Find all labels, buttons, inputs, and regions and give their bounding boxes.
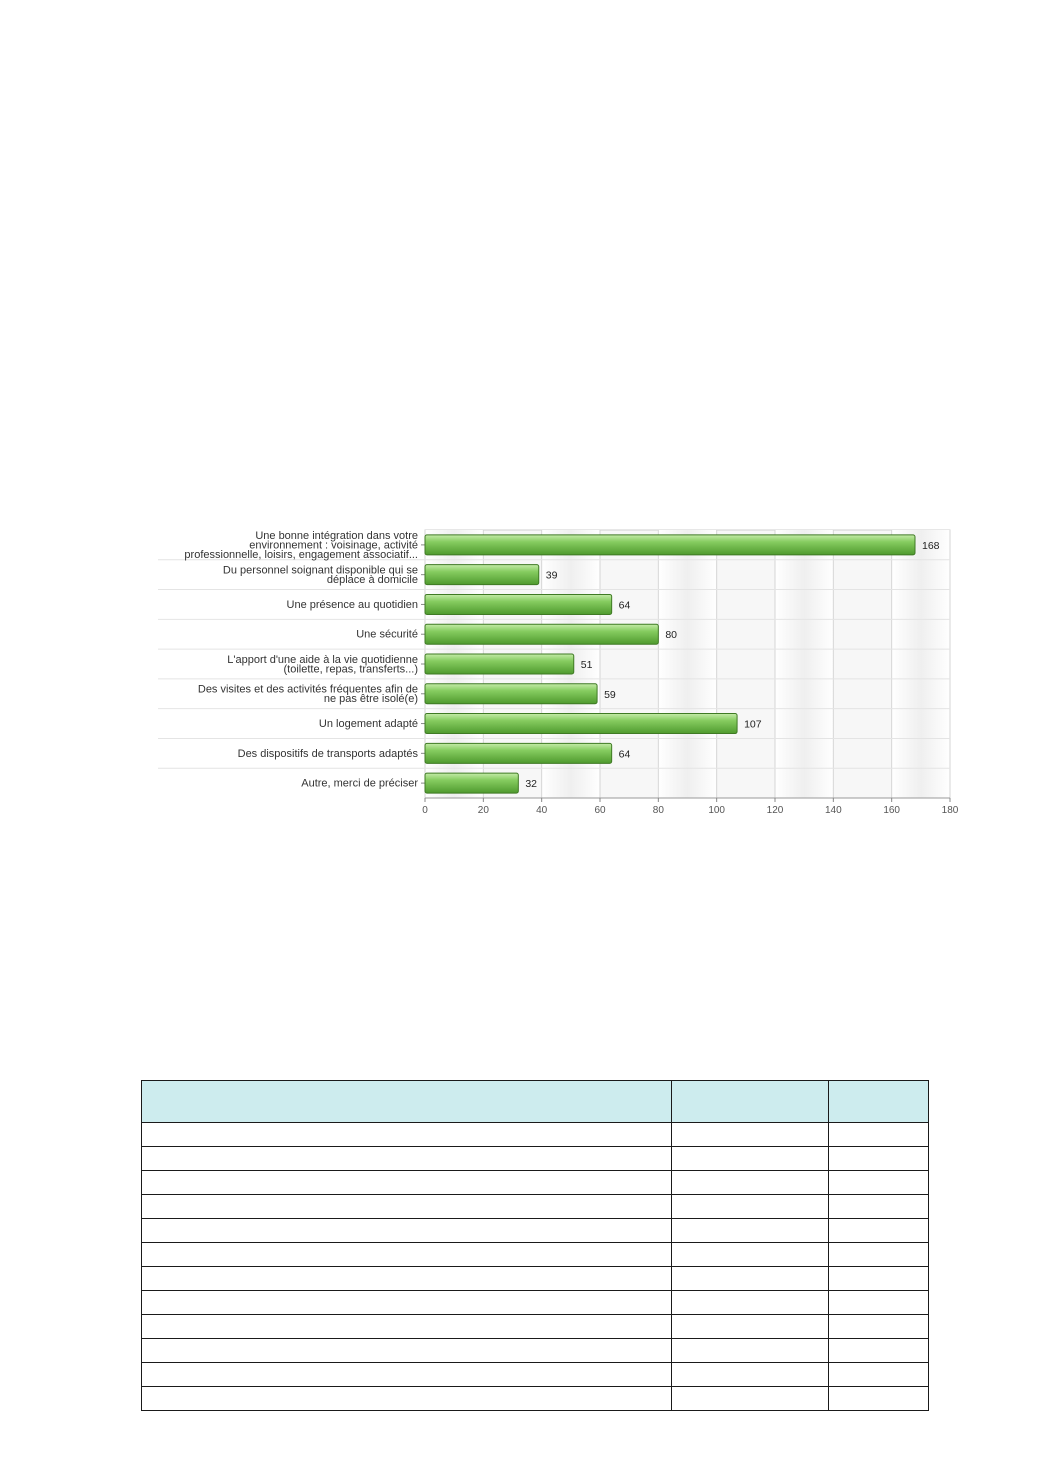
- table-cell: [142, 1387, 672, 1411]
- table-cell: [829, 1147, 929, 1171]
- table-row: [142, 1267, 929, 1291]
- table-row: [142, 1195, 929, 1219]
- category-label: déplace à domicile: [326, 573, 418, 586]
- bar: [425, 654, 574, 674]
- table-cell: [829, 1081, 929, 1123]
- category-label: environnement : voisinage, activité: [249, 539, 418, 552]
- value-label: 39: [545, 569, 558, 582]
- grid-band: [892, 530, 950, 798]
- table-cell: [672, 1147, 829, 1171]
- value-label: 107: [744, 718, 762, 731]
- category-label: Un logement adapté: [318, 718, 418, 731]
- table-cell: [142, 1267, 672, 1291]
- data-table: [141, 1080, 929, 1411]
- chart-svg: [140, 524, 970, 824]
- bar: [425, 594, 612, 614]
- value-label: 32: [525, 778, 538, 791]
- x-tick-label: 120: [766, 805, 784, 816]
- table-cell: [672, 1171, 829, 1195]
- category-label: Autre, merci de préciser: [301, 777, 418, 790]
- bar: [425, 773, 518, 793]
- table-row: [142, 1147, 929, 1171]
- table-cell: [829, 1219, 929, 1243]
- table-row: [142, 1171, 929, 1195]
- table-cell: [829, 1195, 929, 1219]
- table-cell: [142, 1219, 672, 1243]
- table-row: [142, 1219, 929, 1243]
- x-tick-label: 20: [477, 805, 489, 816]
- table-header-row: [142, 1081, 929, 1123]
- category-label: professionnelle, loisirs, engagement associatif...: [184, 548, 418, 561]
- table-cell: [829, 1123, 929, 1147]
- x-tick-label: 40: [536, 805, 548, 816]
- table-row: [142, 1291, 929, 1315]
- bar: [425, 565, 539, 585]
- bar: [425, 624, 658, 644]
- table-row: [142, 1339, 929, 1363]
- bar: [425, 743, 612, 763]
- category-label: ne pas être isolé(e): [323, 693, 418, 706]
- table-cell: [672, 1339, 829, 1363]
- category-label: Une présence au quotidien: [286, 598, 418, 611]
- table-cell: [142, 1315, 672, 1339]
- x-axis: [422, 798, 959, 816]
- table-cell: [829, 1243, 929, 1267]
- grid-band: [658, 530, 716, 798]
- table-row: [142, 1123, 929, 1147]
- table-cell: [672, 1081, 829, 1123]
- value-label: 64: [618, 599, 631, 612]
- x-tick-label: 160: [883, 805, 901, 816]
- table-row: [142, 1315, 929, 1339]
- bar-chart: [140, 524, 970, 824]
- category-label: (toilette, repas, transferts...): [283, 663, 418, 676]
- table-cell: [142, 1339, 672, 1363]
- bar: [425, 535, 915, 555]
- table-cell: [672, 1195, 829, 1219]
- grid-band: [775, 530, 833, 798]
- table-row: [142, 1363, 929, 1387]
- category-label: L'apport d'une aide à la vie quotidienne: [227, 653, 418, 666]
- table-cell: [829, 1291, 929, 1315]
- category-labels: [184, 530, 425, 790]
- table-cell: [672, 1123, 829, 1147]
- table-cell: [829, 1171, 929, 1195]
- table-cell: [142, 1363, 672, 1387]
- value-label: 168: [922, 539, 940, 552]
- table-cell: [142, 1123, 672, 1147]
- table-cell: [829, 1339, 929, 1363]
- category-label: Du personnel soignant disponible qui se: [222, 564, 418, 577]
- table-cell: [142, 1195, 672, 1219]
- category-label: Une bonne intégration dans votre: [255, 529, 418, 542]
- x-tick-label: 0: [422, 805, 428, 816]
- table-row: [142, 1243, 929, 1267]
- table-cell: [829, 1387, 929, 1411]
- bar: [425, 714, 737, 734]
- value-label: 51: [580, 659, 593, 671]
- table-cell: [142, 1171, 672, 1195]
- table-cell: [142, 1081, 672, 1123]
- category-label: Une sécurité: [356, 628, 418, 641]
- table-cell: [142, 1147, 672, 1171]
- table-cell: [672, 1315, 829, 1339]
- table-cell: [672, 1243, 829, 1267]
- table-cell: [142, 1291, 672, 1315]
- bar: [425, 684, 597, 704]
- table-row: [142, 1387, 929, 1411]
- x-tick-label: 80: [652, 805, 664, 816]
- table-cell: [142, 1243, 672, 1267]
- table-cell: [829, 1267, 929, 1291]
- category-label: Des visites et des activités fréquentes afin de: [197, 683, 418, 696]
- table-cell: [672, 1363, 829, 1387]
- x-tick-label: 140: [824, 805, 842, 816]
- value-label: 80: [665, 629, 678, 642]
- value-label: 59: [604, 688, 616, 701]
- table-cell: [672, 1387, 829, 1411]
- x-tick-label: 180: [941, 805, 959, 816]
- category-label: Des dispositifs de transports adaptés: [237, 747, 418, 760]
- table-cell: [672, 1291, 829, 1315]
- table-cell: [829, 1315, 929, 1339]
- table-cell: [829, 1363, 929, 1387]
- value-label: 64: [618, 748, 631, 761]
- x-tick-label: 100: [708, 805, 726, 816]
- table-cell: [672, 1219, 829, 1243]
- table-cell: [672, 1267, 829, 1291]
- x-tick-label: 60: [594, 805, 606, 816]
